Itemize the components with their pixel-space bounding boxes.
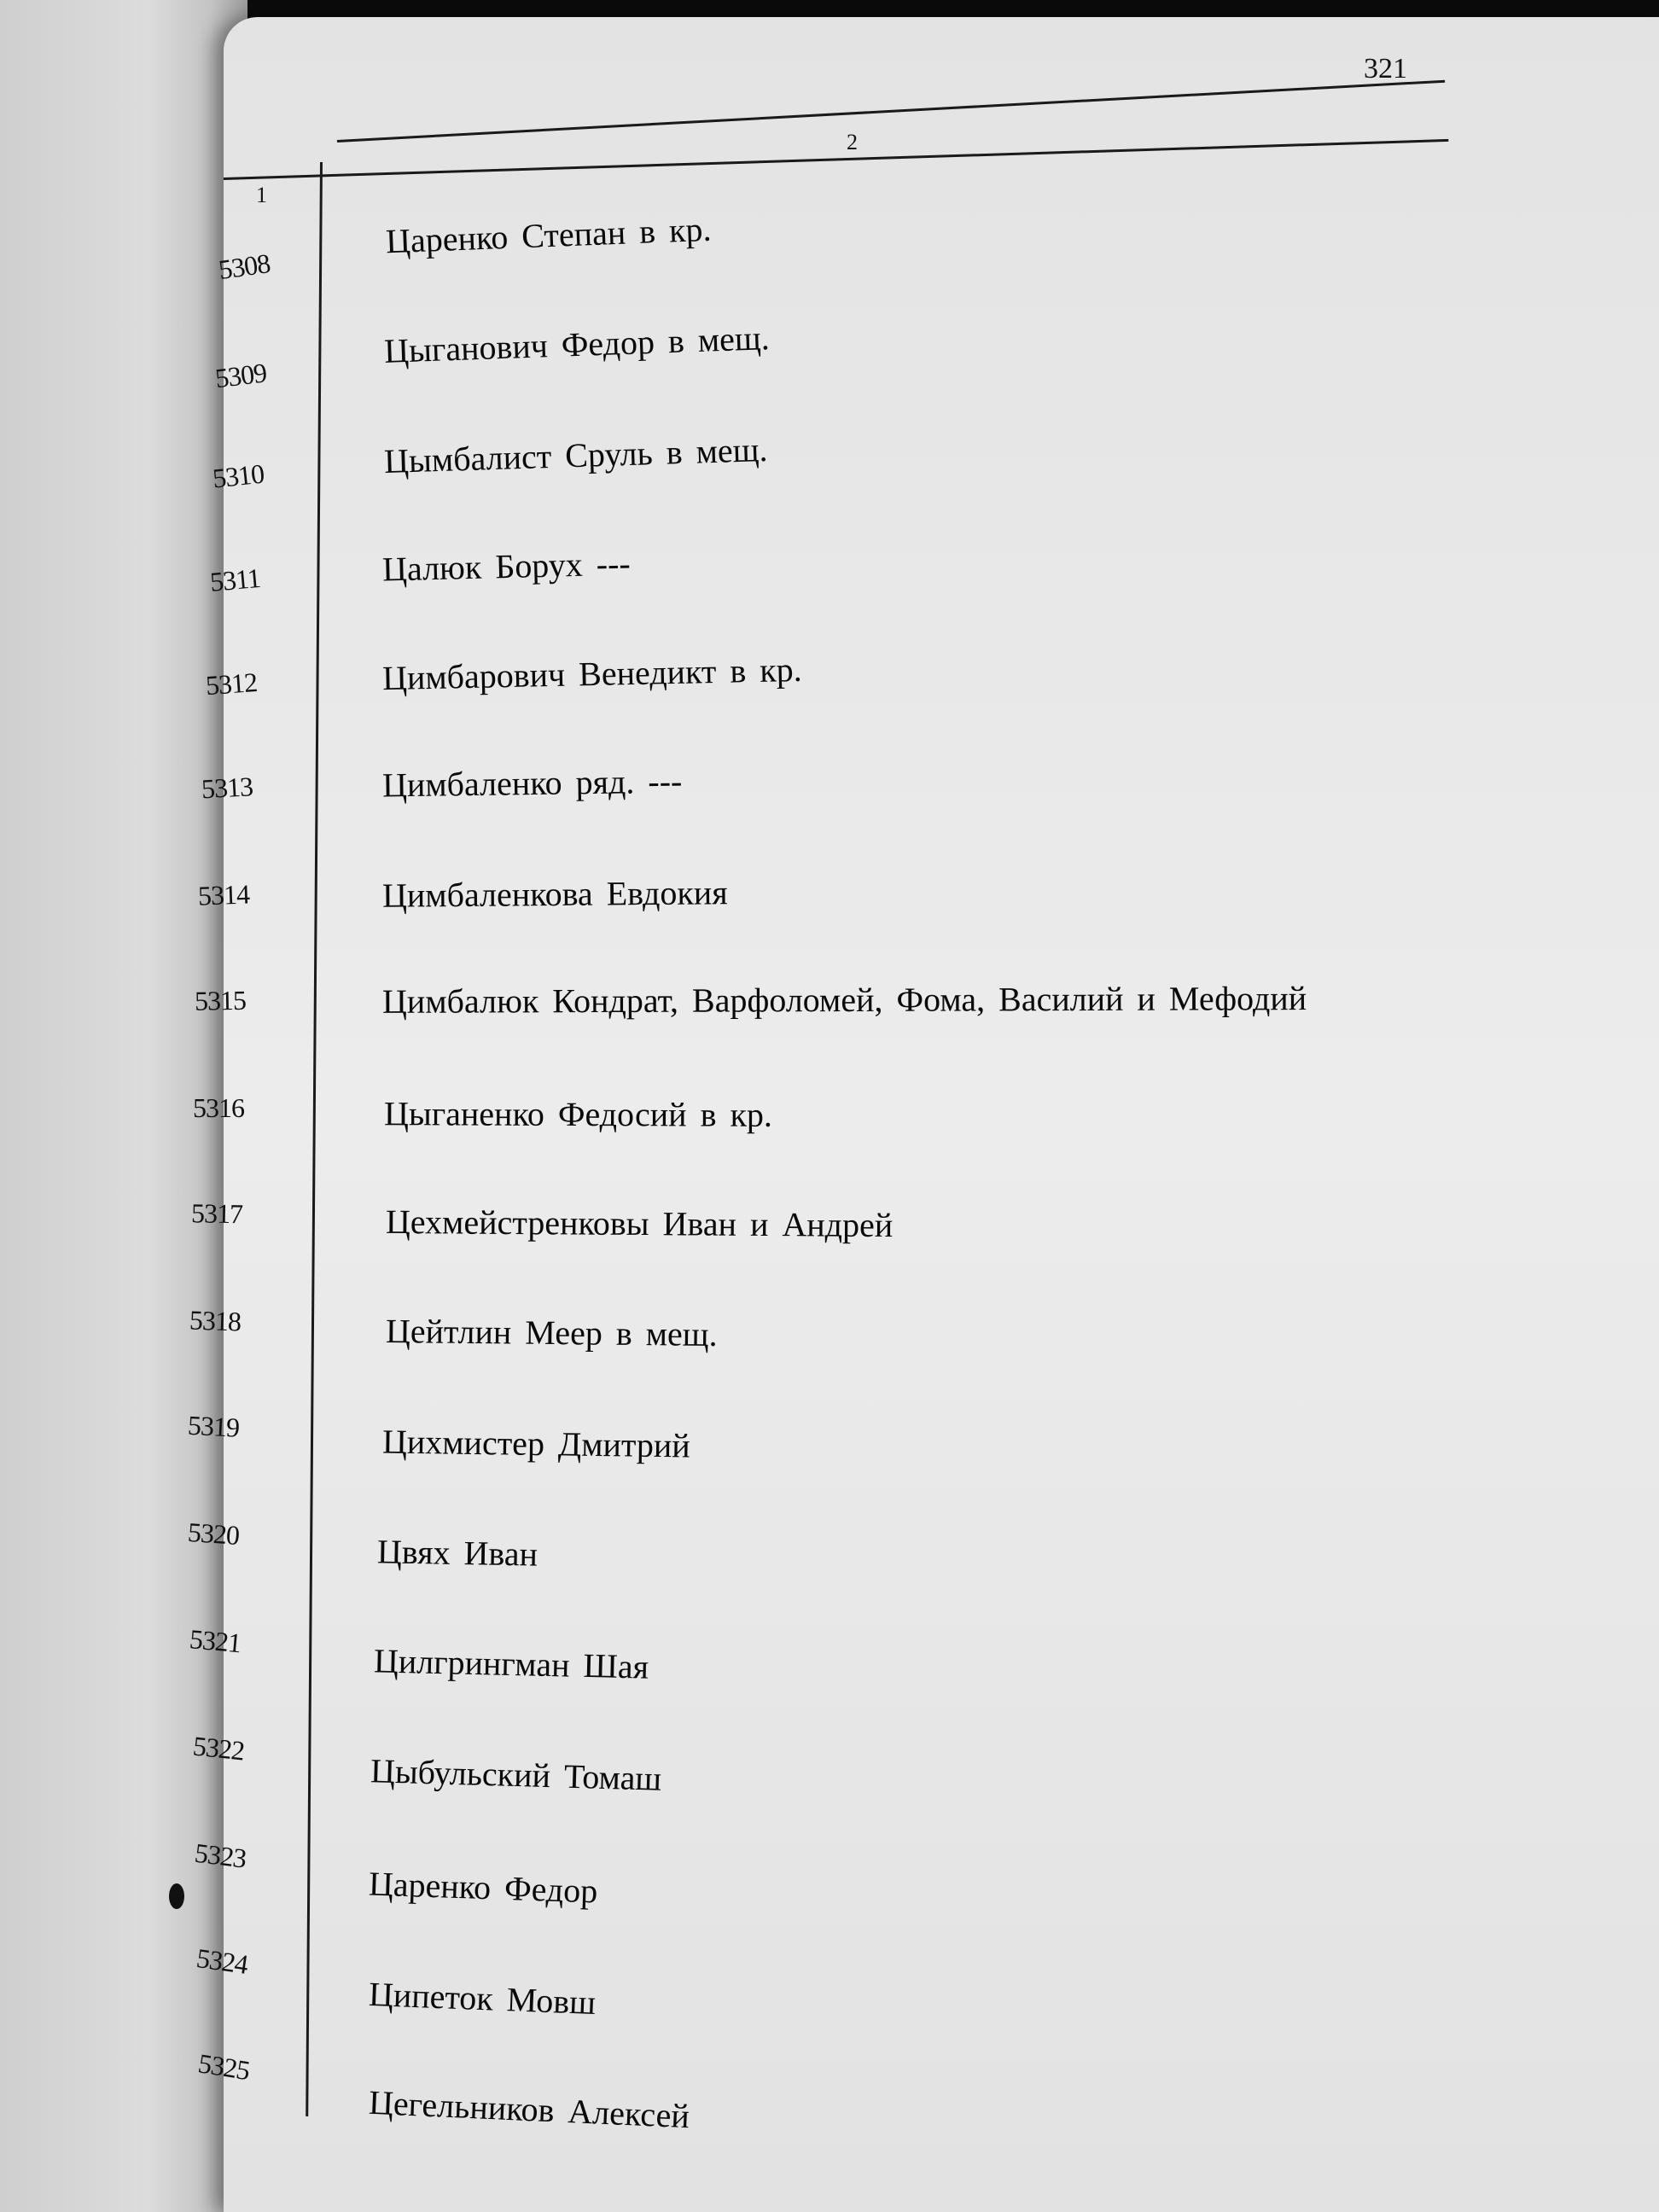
entry-name: Ципеток Мовш [368, 1974, 597, 2023]
entry-number: 5319 [187, 1409, 240, 1443]
entry-name: Цимбалюк Кондрат, Варфоломей, Фома, Василий и Мефодий [381, 979, 1307, 1021]
entry-name: Цихмистер Дмитрий [381, 1422, 691, 1465]
entry-number: 5308 [216, 247, 272, 286]
entry-name: Цымбалист Сруль в мещ. [383, 429, 769, 481]
entry-number: 5318 [189, 1304, 242, 1337]
entry-name: Цегельников Алексей [368, 2082, 690, 2136]
entry-name: Цимбаленкова Евдокия [381, 873, 728, 915]
entry-name: Цехмейстренковы Иван и Андрей [385, 1202, 894, 1245]
entry-number: 5323 [193, 1837, 248, 1874]
entry-name: Цыганович Федор в мещ. [383, 318, 771, 370]
ink-mark [169, 1883, 184, 1909]
entry-number: 5316 [193, 1092, 244, 1123]
entry-number: 5320 [186, 1516, 241, 1551]
entry-name: Цимбарович Венедикт в кр. [381, 649, 803, 698]
column-header-1: 1 [256, 183, 267, 207]
column-header-2: 2 [847, 130, 858, 154]
entry-name: Царенко Степан в кр. [385, 209, 713, 261]
entry-number: 5321 [188, 1623, 242, 1659]
entry-name: Цейтлин Меер в мещ. [385, 1311, 718, 1354]
entry-name: Цвях Иван [376, 1532, 538, 1574]
entry-number: 5313 [201, 771, 253, 805]
entry-name: Царенко Федор [368, 1864, 599, 1911]
entry-name: Цилгрингман Шая [373, 1641, 649, 1686]
entry-number: 5312 [204, 666, 259, 701]
entry-number: 5322 [191, 1730, 246, 1767]
entry-number: 5315 [194, 984, 247, 1016]
entry-number: 5325 [195, 2047, 252, 2087]
entry-name: Цыганенко Федосий в кр. [383, 1094, 773, 1134]
entry-number: 5317 [190, 1197, 243, 1230]
page-number: 321 [1364, 53, 1407, 84]
entry-number: 5324 [195, 1941, 250, 1980]
entry-name: Цыбульский Томаш [370, 1751, 662, 1798]
entry-name: Цимбаленко ряд. --- [381, 761, 683, 805]
entry-number: 5309 [213, 357, 269, 394]
entry-name: Цалюк Борух --- [381, 544, 632, 589]
entry-number: 5314 [197, 878, 250, 911]
entry-number: 5311 [208, 562, 262, 597]
entry-number: 5310 [211, 457, 265, 494]
